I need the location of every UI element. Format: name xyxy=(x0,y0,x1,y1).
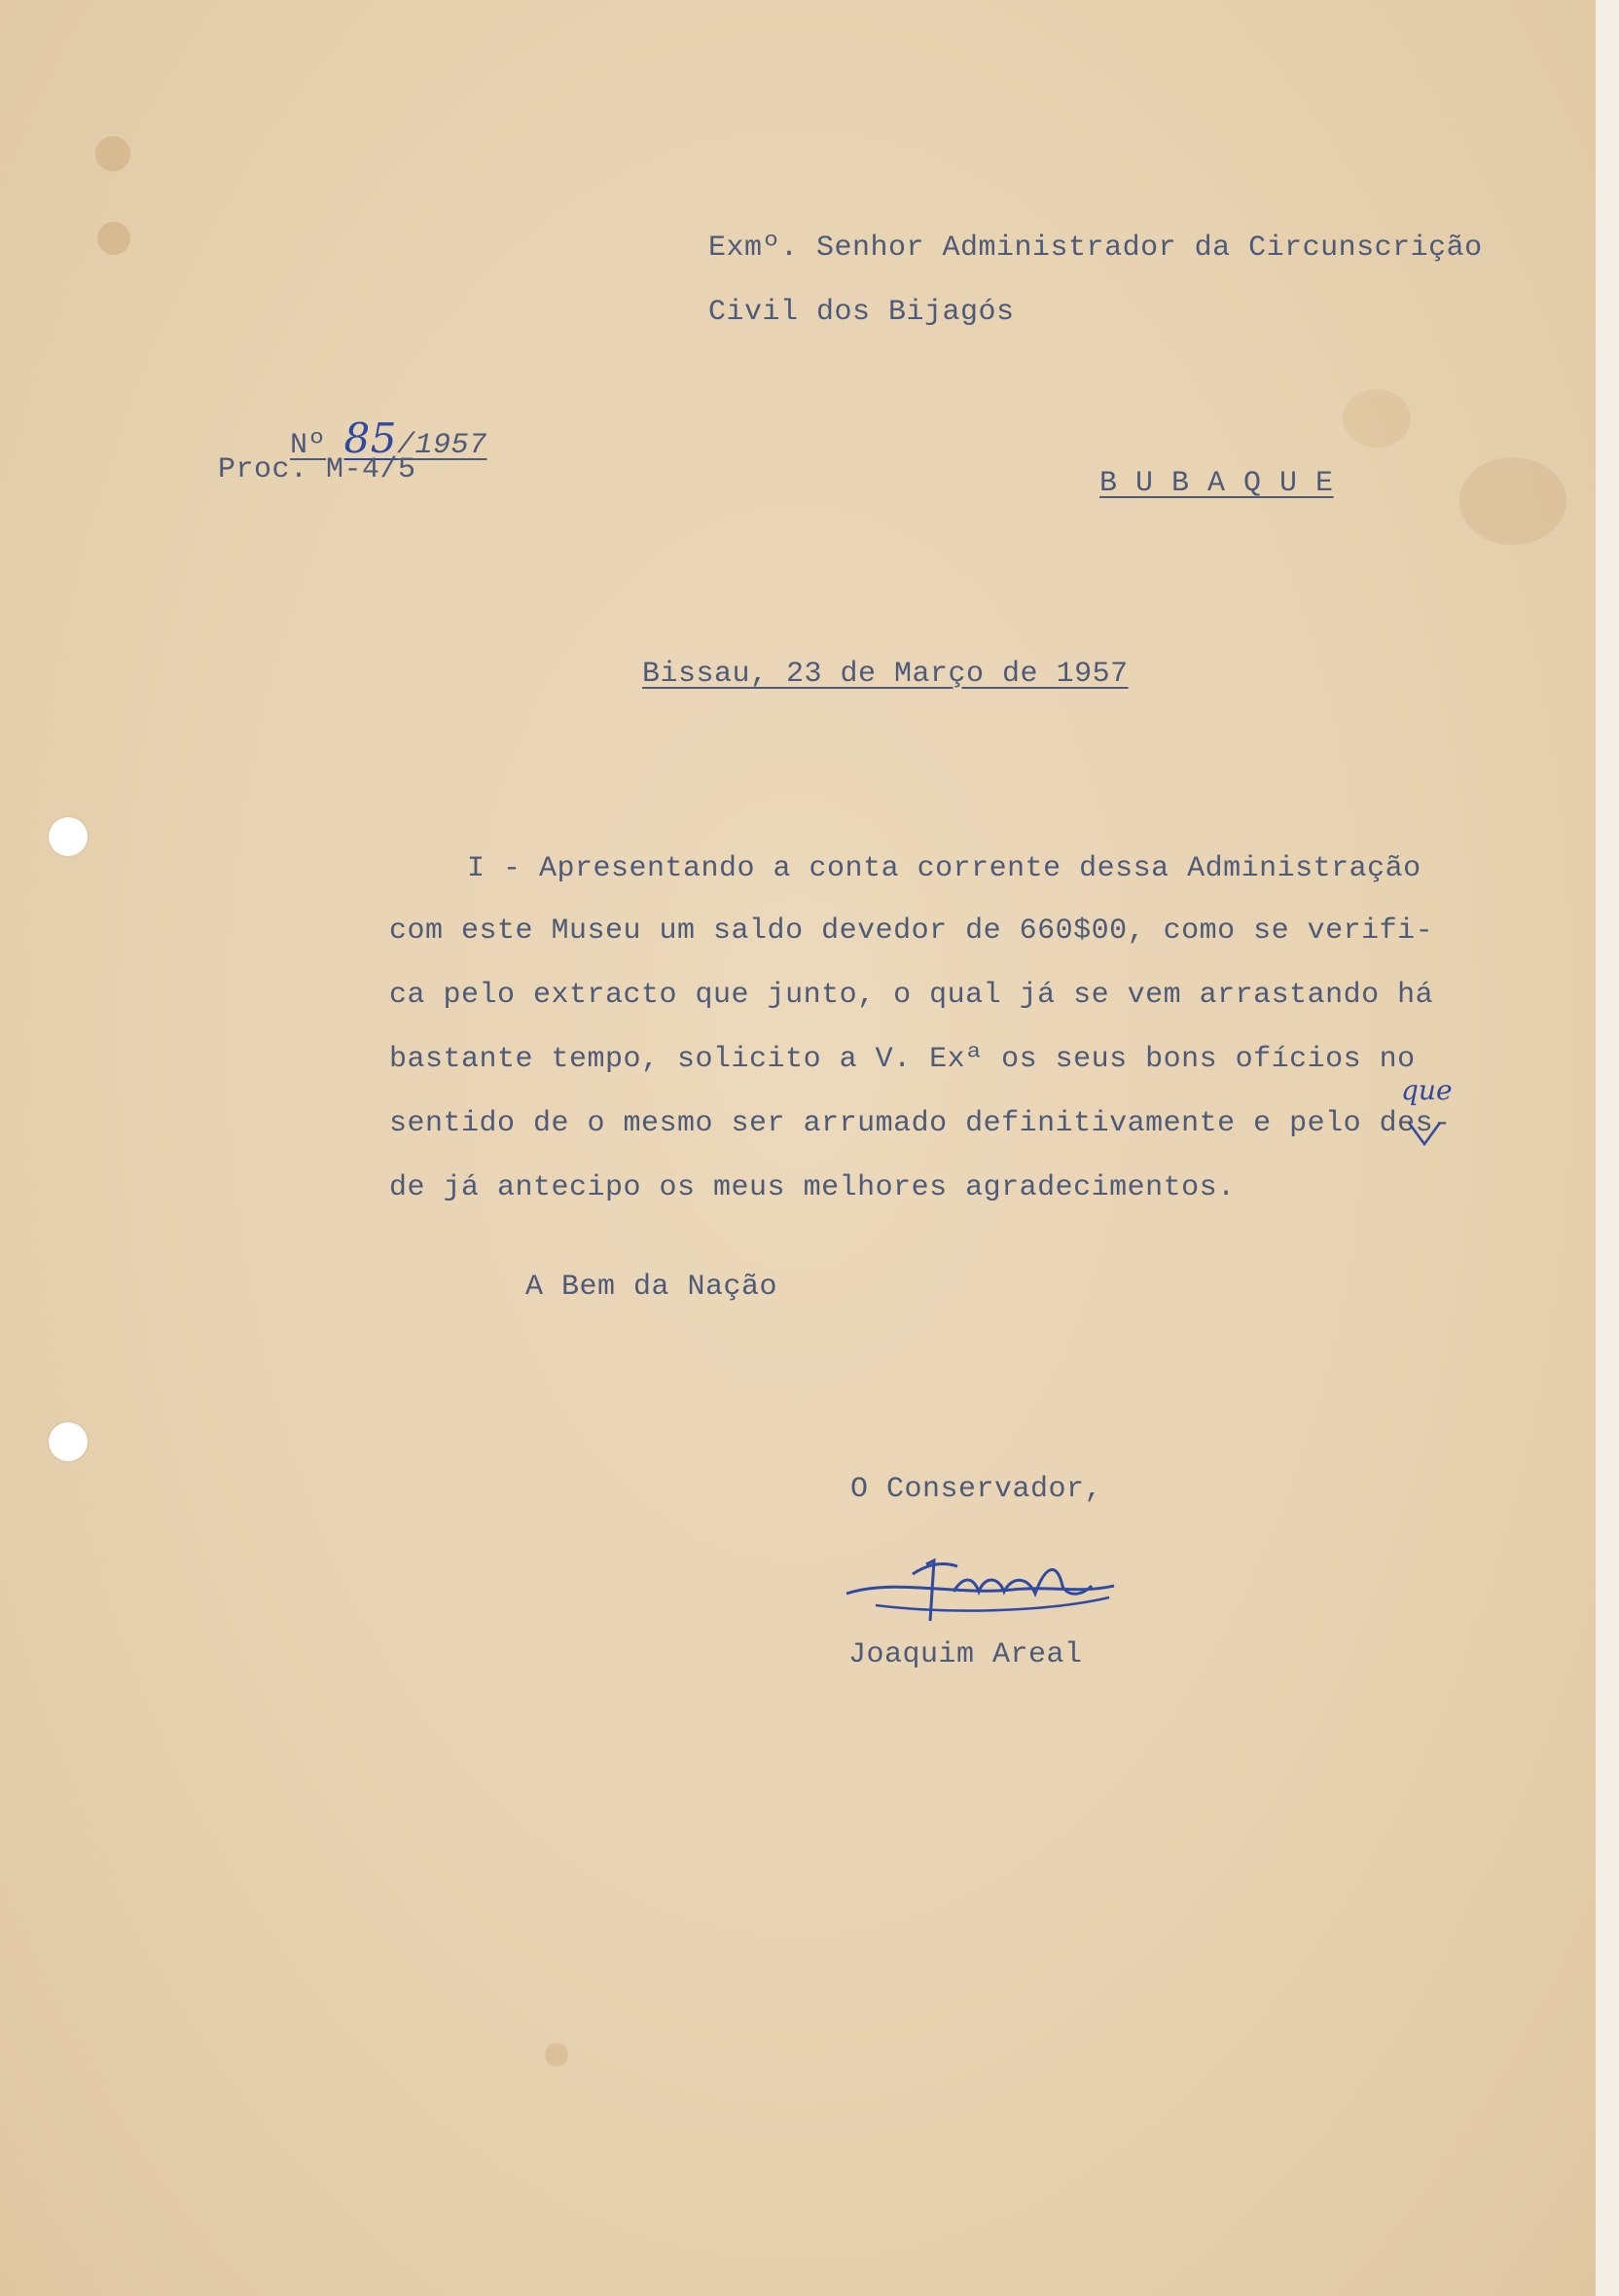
reference-number-prefix: Nº xyxy=(290,429,327,462)
reference-number-handwritten: 85 xyxy=(343,414,397,462)
addressee-line-1: Exmº. Senhor Administrador da Circunscrição xyxy=(708,232,1483,265)
body-line-2: com este Museu um saldo devedor de 660$00, como se verifi- xyxy=(389,915,1434,948)
body-line-5: sentido de o mesmo ser arrumado definitivamente e pelo des- xyxy=(389,1107,1452,1140)
paper-stain xyxy=(95,136,130,171)
insertion-caret-icon xyxy=(1405,1119,1444,1148)
punch-hole-top xyxy=(49,817,88,856)
handwritten-signature xyxy=(837,1537,1129,1634)
paper-stain xyxy=(1459,457,1566,545)
body-line-1: I - Apresentando a conta corrente dessa Administração xyxy=(467,852,1421,885)
paper-stain xyxy=(545,2043,568,2066)
addressee-line-2: Civil dos Bijagós xyxy=(708,296,1015,329)
closing-salutation: A Bem da Nação xyxy=(525,1271,778,1304)
date-line: Bissau, 23 de Março de 1957 xyxy=(642,658,1129,691)
paper-stain xyxy=(1343,389,1411,448)
process-reference: Proc. M-4/5 xyxy=(218,453,416,486)
signatory-name: Joaquim Areal xyxy=(848,1638,1083,1671)
punch-hole-bottom xyxy=(49,1422,88,1461)
body-line-3: ca pelo extracto que junto, o qual já se vem arrastando há xyxy=(389,979,1434,1012)
paper-stain xyxy=(97,222,130,255)
body-line-6: de já antecipo os meus melhores agradecimentos. xyxy=(389,1171,1236,1204)
handwritten-insertion: que xyxy=(1401,1074,1453,1106)
destination: B U B A Q U E xyxy=(1099,467,1334,500)
body-line-4: bastante tempo, solicito a V. Exª os seus bons ofícios no xyxy=(389,1043,1416,1076)
scan-edge xyxy=(1596,0,1619,2296)
reference-number-year: /1957 xyxy=(397,429,487,462)
signatory-title: O Conservador, xyxy=(850,1473,1103,1506)
